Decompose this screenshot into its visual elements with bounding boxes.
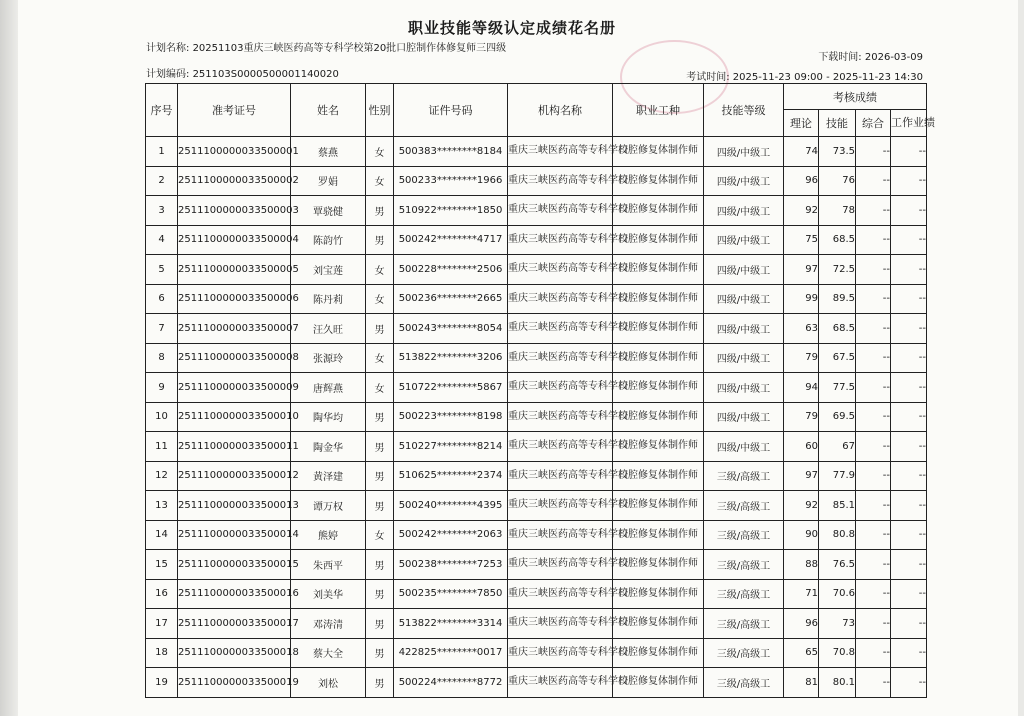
row-name: 汪久旺 xyxy=(291,314,366,344)
row-admission: 2511100000033500005 xyxy=(178,255,291,285)
table-row xyxy=(146,284,927,314)
row-id: 500236********2665 xyxy=(394,284,508,314)
row-id: 510922********1850 xyxy=(394,196,508,226)
plan-code xyxy=(146,68,339,81)
table-row xyxy=(146,579,927,609)
row-level: 四级/中级工 xyxy=(704,196,784,226)
row-job: 口腔修复体制作师 xyxy=(613,668,704,698)
row-id: 513822********3206 xyxy=(394,343,508,373)
row-org: 重庆三峡医药高等专科学校 xyxy=(508,255,613,285)
row-theory: 63 xyxy=(784,314,819,344)
download-time-value: 2026-03-09 xyxy=(864,52,923,63)
row-work: -- xyxy=(891,166,927,196)
row-admission: 2511100000033500008 xyxy=(178,343,291,373)
row-theory: 97 xyxy=(784,461,819,491)
row-org: 重庆三峡医药高等专科学校 xyxy=(508,432,613,462)
row-level: 四级/中级工 xyxy=(704,402,784,432)
row-gender: 男 xyxy=(366,668,394,698)
row-admission: 2511100000033500010 xyxy=(178,402,291,432)
row-admission: 2511100000033500019 xyxy=(178,668,291,698)
row-level: 三级/高级工 xyxy=(704,579,784,609)
row-id: 500228********2506 xyxy=(394,255,508,285)
table-row xyxy=(146,638,927,668)
row-gender: 男 xyxy=(366,432,394,462)
row-id: 510227********8214 xyxy=(394,432,508,462)
row-level: 四级/中级工 xyxy=(704,137,784,167)
row-name: 覃骁健 xyxy=(291,196,366,226)
row-org: 重庆三峡医药高等专科学校 xyxy=(508,550,613,580)
row-id: 500224********8772 xyxy=(394,668,508,698)
header-name: 姓名 xyxy=(291,84,366,137)
row-admission: 2511100000033500011 xyxy=(178,432,291,462)
row-gender: 女 xyxy=(366,255,394,285)
row-level: 四级/中级工 xyxy=(704,343,784,373)
row-job: 口腔修复体制作师 xyxy=(613,314,704,344)
download-time-label: 下载时间: xyxy=(818,52,862,63)
row-theory: 90 xyxy=(784,520,819,550)
row-work: -- xyxy=(891,461,927,491)
row-skill: 68.5 xyxy=(819,225,856,255)
row-no: 4 xyxy=(146,225,178,255)
row-id: 500243********8054 xyxy=(394,314,508,344)
header-work: 工作业绩 xyxy=(891,110,927,137)
row-theory: 65 xyxy=(784,638,819,668)
header-overall: 综合 xyxy=(856,110,891,137)
row-gender: 女 xyxy=(366,373,394,403)
row-overall: -- xyxy=(856,461,891,491)
header-id: 证件号码 xyxy=(394,84,508,137)
row-skill: 78 xyxy=(819,196,856,226)
row-admission: 2511100000033500018 xyxy=(178,638,291,668)
row-theory: 96 xyxy=(784,166,819,196)
row-org: 重庆三峡医药高等专科学校 xyxy=(508,579,613,609)
row-no: 13 xyxy=(146,491,178,521)
row-overall: -- xyxy=(856,255,891,285)
row-gender: 男 xyxy=(366,461,394,491)
row-org: 重庆三峡医药高等专科学校 xyxy=(508,137,613,167)
row-name: 黄泽建 xyxy=(291,461,366,491)
row-work: -- xyxy=(891,520,927,550)
row-theory: 74 xyxy=(784,137,819,167)
plan-code-value: 251103S0000500001140020 xyxy=(192,69,339,80)
row-no: 8 xyxy=(146,343,178,373)
row-gender: 男 xyxy=(366,609,394,639)
row-no: 1 xyxy=(146,137,178,167)
row-work: -- xyxy=(891,432,927,462)
row-no: 14 xyxy=(146,520,178,550)
row-level: 三级/高级工 xyxy=(704,550,784,580)
row-job: 口腔修复体制作师 xyxy=(613,402,704,432)
row-job: 口腔修复体制作师 xyxy=(613,432,704,462)
row-work: -- xyxy=(891,402,927,432)
row-name: 张源玲 xyxy=(291,343,366,373)
row-overall: -- xyxy=(856,638,891,668)
row-job: 口腔修复体制作师 xyxy=(613,550,704,580)
row-gender: 男 xyxy=(366,196,394,226)
row-skill: 67.5 xyxy=(819,343,856,373)
row-level: 四级/中级工 xyxy=(704,373,784,403)
scan-edge-shadow xyxy=(0,0,18,716)
row-work: -- xyxy=(891,284,927,314)
row-admission: 2511100000033500006 xyxy=(178,284,291,314)
row-no: 6 xyxy=(146,284,178,314)
row-skill: 76 xyxy=(819,166,856,196)
row-theory: 92 xyxy=(784,196,819,226)
row-level: 三级/高级工 xyxy=(704,461,784,491)
row-name: 罗娟 xyxy=(291,166,366,196)
row-gender: 女 xyxy=(366,166,394,196)
plan-name-value: 20251103重庆三峡医药高等专科学校第20批口腔制作体修复师三四级 xyxy=(192,43,507,54)
row-skill: 69.5 xyxy=(819,402,856,432)
row-org: 重庆三峡医药高等专科学校 xyxy=(508,196,613,226)
row-theory: 79 xyxy=(784,343,819,373)
row-name: 陈丹莉 xyxy=(291,284,366,314)
row-admission: 2511100000033500002 xyxy=(178,166,291,196)
row-admission: 2511100000033500004 xyxy=(178,225,291,255)
table-row xyxy=(146,668,927,698)
table-row xyxy=(146,255,927,285)
header-gender: 性别 xyxy=(366,84,394,137)
row-admission: 2511100000033500001 xyxy=(178,137,291,167)
row-admission: 2511100000033500013 xyxy=(178,491,291,521)
row-level: 四级/中级工 xyxy=(704,314,784,344)
table-row xyxy=(146,373,927,403)
row-overall: -- xyxy=(856,284,891,314)
row-theory: 71 xyxy=(784,579,819,609)
row-no: 7 xyxy=(146,314,178,344)
row-job: 口腔修复体制作师 xyxy=(613,166,704,196)
row-name: 邓涛清 xyxy=(291,609,366,639)
row-gender: 女 xyxy=(366,343,394,373)
row-gender: 男 xyxy=(366,579,394,609)
row-no: 15 xyxy=(146,550,178,580)
row-job: 口腔修复体制作师 xyxy=(613,520,704,550)
row-theory: 97 xyxy=(784,255,819,285)
table-row xyxy=(146,520,927,550)
row-org: 重庆三峡医药高等专科学校 xyxy=(508,284,613,314)
row-org: 重庆三峡医药高等专科学校 xyxy=(508,314,613,344)
row-overall: -- xyxy=(856,166,891,196)
row-overall: -- xyxy=(856,520,891,550)
row-gender: 女 xyxy=(366,137,394,167)
row-admission: 2511100000033500003 xyxy=(178,196,291,226)
row-job: 口腔修复体制作师 xyxy=(613,137,704,167)
table-row xyxy=(146,314,927,344)
row-org: 重庆三峡医药高等专科学校 xyxy=(508,520,613,550)
row-org: 重庆三峡医药高等专科学校 xyxy=(508,461,613,491)
row-admission: 2511100000033500014 xyxy=(178,520,291,550)
row-theory: 99 xyxy=(784,284,819,314)
row-no: 5 xyxy=(146,255,178,285)
header-job: 职业工种 xyxy=(613,84,704,137)
row-name: 陶金华 xyxy=(291,432,366,462)
download-time xyxy=(818,51,923,64)
row-job: 口腔修复体制作师 xyxy=(613,609,704,639)
plan-name xyxy=(146,42,516,55)
row-level: 三级/高级工 xyxy=(704,520,784,550)
row-name: 陈韵竹 xyxy=(291,225,366,255)
row-job: 口腔修复体制作师 xyxy=(613,255,704,285)
row-name: 刘松 xyxy=(291,668,366,698)
row-job: 口腔修复体制作师 xyxy=(613,284,704,314)
row-org: 重庆三峡医药高等专科学校 xyxy=(508,491,613,521)
header-org: 机构名称 xyxy=(508,84,613,137)
row-job: 口腔修复体制作师 xyxy=(613,225,704,255)
row-level: 三级/高级工 xyxy=(704,638,784,668)
row-name: 蔡大全 xyxy=(291,638,366,668)
row-overall: -- xyxy=(856,668,891,698)
row-work: -- xyxy=(891,343,927,373)
row-name: 唐辉燕 xyxy=(291,373,366,403)
row-id: 500233********1966 xyxy=(394,166,508,196)
row-name: 刘宝莲 xyxy=(291,255,366,285)
row-name: 刘美华 xyxy=(291,579,366,609)
row-org: 重庆三峡医药高等专科学校 xyxy=(508,668,613,698)
row-gender: 男 xyxy=(366,550,394,580)
row-skill: 70.6 xyxy=(819,579,856,609)
row-no: 10 xyxy=(146,402,178,432)
row-gender: 男 xyxy=(366,225,394,255)
row-job: 口腔修复体制作师 xyxy=(613,638,704,668)
row-overall: -- xyxy=(856,314,891,344)
exam-time-value: 2025-11-23 09:00 - 2025-11-23 14:30 xyxy=(732,72,923,83)
table-row xyxy=(146,550,927,580)
row-no: 19 xyxy=(146,668,178,698)
row-work: -- xyxy=(891,373,927,403)
row-level: 四级/中级工 xyxy=(704,284,784,314)
row-theory: 92 xyxy=(784,491,819,521)
row-no: 3 xyxy=(146,196,178,226)
table-row xyxy=(146,491,927,521)
row-work: -- xyxy=(891,196,927,226)
row-skill: 68.5 xyxy=(819,314,856,344)
row-no: 18 xyxy=(146,638,178,668)
row-overall: -- xyxy=(856,196,891,226)
row-skill: 80.1 xyxy=(819,668,856,698)
row-no: 9 xyxy=(146,373,178,403)
row-org: 重庆三峡医药高等专科学校 xyxy=(508,166,613,196)
table-header-row xyxy=(146,84,927,110)
row-skill: 72.5 xyxy=(819,255,856,285)
row-skill: 76.5 xyxy=(819,550,856,580)
row-gender: 男 xyxy=(366,402,394,432)
row-org: 重庆三峡医药高等专科学校 xyxy=(508,225,613,255)
row-level: 三级/高级工 xyxy=(704,668,784,698)
row-skill: 77.5 xyxy=(819,373,856,403)
row-admission: 2511100000033500009 xyxy=(178,373,291,403)
document-title: 职业技能等级认定成绩花名册 xyxy=(407,19,616,37)
row-no: 16 xyxy=(146,579,178,609)
row-no: 11 xyxy=(146,432,178,462)
row-work: -- xyxy=(891,137,927,167)
row-gender: 男 xyxy=(366,314,394,344)
row-work: -- xyxy=(891,638,927,668)
row-job: 口腔修复体制作师 xyxy=(613,491,704,521)
header-theory: 理论 xyxy=(784,110,819,137)
row-job: 口腔修复体制作师 xyxy=(613,343,704,373)
row-skill: 80.8 xyxy=(819,520,856,550)
row-theory: 96 xyxy=(784,609,819,639)
header-skill: 技能 xyxy=(819,110,856,137)
row-org: 重庆三峡医药高等专科学校 xyxy=(508,343,613,373)
row-id: 513822********3314 xyxy=(394,609,508,639)
row-level: 四级/中级工 xyxy=(704,255,784,285)
plan-name-label: 计划名称: xyxy=(146,43,190,54)
score-table xyxy=(145,83,935,698)
row-name: 谭万权 xyxy=(291,491,366,521)
row-skill: 73.5 xyxy=(819,137,856,167)
row-overall: -- xyxy=(856,550,891,580)
row-id: 500242********4717 xyxy=(394,225,508,255)
row-overall: -- xyxy=(856,225,891,255)
row-skill: 77.9 xyxy=(819,461,856,491)
row-level: 四级/中级工 xyxy=(704,432,784,462)
row-work: -- xyxy=(891,579,927,609)
row-org: 重庆三峡医药高等专科学校 xyxy=(508,609,613,639)
table-row xyxy=(146,609,927,639)
row-name: 蔡燕 xyxy=(291,137,366,167)
header-no: 序号 xyxy=(146,84,178,137)
row-theory: 81 xyxy=(784,668,819,698)
row-gender: 女 xyxy=(366,284,394,314)
table-row xyxy=(146,225,927,255)
row-org: 重庆三峡医药高等专科学校 xyxy=(508,638,613,668)
row-job: 口腔修复体制作师 xyxy=(613,579,704,609)
row-overall: -- xyxy=(856,491,891,521)
row-theory: 60 xyxy=(784,432,819,462)
row-overall: -- xyxy=(856,609,891,639)
row-admission: 2511100000033500017 xyxy=(178,609,291,639)
row-overall: -- xyxy=(856,579,891,609)
table-row xyxy=(146,196,927,226)
exam-time-label: 考试时间: xyxy=(686,72,730,83)
row-id: 422825********0017 xyxy=(394,638,508,668)
row-level: 三级/高级工 xyxy=(704,609,784,639)
row-id: 500242********2063 xyxy=(394,520,508,550)
row-skill: 67 xyxy=(819,432,856,462)
table-row xyxy=(146,166,927,196)
row-admission: 2511100000033500012 xyxy=(178,461,291,491)
plan-code-label: 计划编码: xyxy=(146,69,190,80)
table-row xyxy=(146,432,927,462)
row-level: 四级/中级工 xyxy=(704,166,784,196)
header-level: 技能等级 xyxy=(704,84,784,137)
header-admission: 准考证号 xyxy=(178,84,291,137)
row-work: -- xyxy=(891,609,927,639)
row-job: 口腔修复体制作师 xyxy=(613,461,704,491)
row-work: -- xyxy=(891,255,927,285)
table-row xyxy=(146,343,927,373)
row-level: 四级/中级工 xyxy=(704,225,784,255)
table-body xyxy=(146,137,927,698)
table-row xyxy=(146,402,927,432)
row-theory: 94 xyxy=(784,373,819,403)
row-gender: 男 xyxy=(366,638,394,668)
row-job: 口腔修复体制作师 xyxy=(613,196,704,226)
row-admission: 2511100000033500007 xyxy=(178,314,291,344)
row-id: 500235********7850 xyxy=(394,579,508,609)
row-org: 重庆三峡医药高等专科学校 xyxy=(508,373,613,403)
table-row xyxy=(146,461,927,491)
row-name: 陶华均 xyxy=(291,402,366,432)
row-work: -- xyxy=(891,314,927,344)
row-job: 口腔修复体制作师 xyxy=(613,373,704,403)
row-id: 500240********4395 xyxy=(394,491,508,521)
row-admission: 2511100000033500016 xyxy=(178,579,291,609)
row-org: 重庆三峡医药高等专科学校 xyxy=(508,402,613,432)
row-overall: -- xyxy=(856,432,891,462)
row-no: 12 xyxy=(146,461,178,491)
row-work: -- xyxy=(891,550,927,580)
row-theory: 79 xyxy=(784,402,819,432)
row-overall: -- xyxy=(856,402,891,432)
row-name: 朱西平 xyxy=(291,550,366,580)
row-name: 熊婷 xyxy=(291,520,366,550)
row-theory: 88 xyxy=(784,550,819,580)
row-id: 500223********8198 xyxy=(394,402,508,432)
header-score-group: 考核成绩 xyxy=(784,84,927,110)
row-level: 三级/高级工 xyxy=(704,491,784,521)
row-admission: 2511100000033500015 xyxy=(178,550,291,580)
row-work: -- xyxy=(891,225,927,255)
row-theory: 75 xyxy=(784,225,819,255)
row-skill: 73 xyxy=(819,609,856,639)
row-work: -- xyxy=(891,668,927,698)
row-id: 500383********8184 xyxy=(394,137,508,167)
row-id: 510625********2374 xyxy=(394,461,508,491)
row-work: -- xyxy=(891,491,927,521)
table-row xyxy=(146,137,927,167)
row-skill: 89.5 xyxy=(819,284,856,314)
row-overall: -- xyxy=(856,373,891,403)
row-no: 17 xyxy=(146,609,178,639)
row-id: 500238********7253 xyxy=(394,550,508,580)
row-overall: -- xyxy=(856,137,891,167)
row-gender: 女 xyxy=(366,520,394,550)
row-skill: 85.1 xyxy=(819,491,856,521)
row-overall: -- xyxy=(856,343,891,373)
row-skill: 70.8 xyxy=(819,638,856,668)
row-no: 2 xyxy=(146,166,178,196)
row-id: 510722********5867 xyxy=(394,373,508,403)
row-gender: 男 xyxy=(366,491,394,521)
